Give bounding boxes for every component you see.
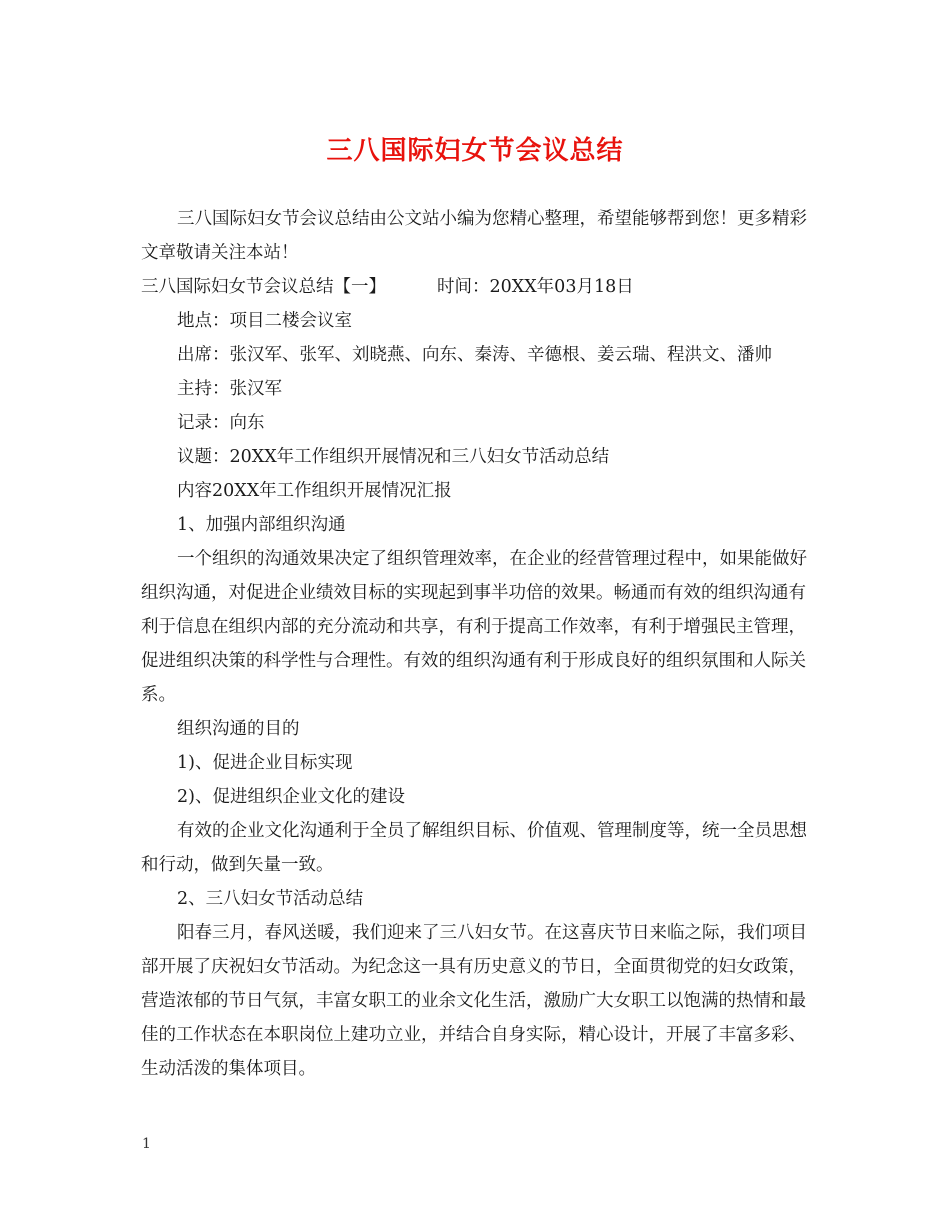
document-title: 三八国际妇女节会议总结 (326, 136, 624, 166)
content-line: 内容20XX年工作组织开展情况汇报 (177, 481, 452, 501)
meeting-time: 时间：20XX年03月18日 (437, 277, 634, 297)
document-body (141, 202, 813, 1086)
item1-paragraph: 一个组织的沟通效果决定了组织管理效率，在企业的经营管理过程中，如果能做好组织沟通，对促进企业绩效目标的实现起到事半功倍的效果。畅通而有效的组织沟通有利于信息在组织内部的充分流动和共享，有利于提高工作效率，有利于增强民主管理，促进组织决策的科学性与合理性。有效的组织沟通有利于形成良好的组织氛围和人际关系。 (141, 549, 807, 705)
purpose-paragraph: 有效的企业文化沟通利于全员了解组织目标、价值观、管理制度等，统一全员思想和行动，做到矢量一致。 (141, 821, 807, 875)
field-topic: 议题：20XX年工作组织开展情况和三八妇女节活动总结 (177, 447, 610, 467)
purpose-item-1: 1)、促进企业目标实现 (177, 753, 353, 773)
page-number: 1 (142, 1136, 151, 1152)
purpose-heading: 组织沟通的目的 (177, 719, 300, 739)
item1-heading: 1、加强内部组织沟通 (177, 515, 346, 535)
purpose-item-2: 2)、促进组织企业文化的建设 (177, 787, 405, 807)
item2-heading: 2、三八妇女节活动总结 (177, 889, 364, 909)
field-recorder: 记录：向东 (177, 413, 265, 433)
field-attendees: 出席：张汉军、张军、刘晓燕、向东、秦涛、辛德根、姜云瑞、程洪文、潘帅 (177, 345, 772, 365)
field-location: 地点：项目二楼会议室 (177, 311, 352, 331)
item2-paragraph: 阳春三月，春风送暖，我们迎来了三八妇女节。在这喜庆节日来临之际，我们项目部开展了庆祝妇女节活动。为纪念这一具有历史意义的节日，全面贯彻党的妇女政策，营造浓郁的节日气氛，丰富女职工的业余文化生活，激励广大女职工以饱满的热情和最佳的工作状态在本职岗位上建功立业，并结合自身实际，精心设计，开展了丰富多彩、生动活泼的集体项目。 (141, 923, 807, 1079)
section-heading-row (141, 270, 813, 304)
intro-paragraph: 三八国际妇女节会议总结由公文站小编为您精心整理，希望能够帮到您！更多精彩文章敬请关注本站！ (141, 209, 807, 263)
field-host: 主持：张汉军 (177, 379, 282, 399)
section-heading: 三八国际妇女节会议总结【一】 (141, 277, 386, 297)
